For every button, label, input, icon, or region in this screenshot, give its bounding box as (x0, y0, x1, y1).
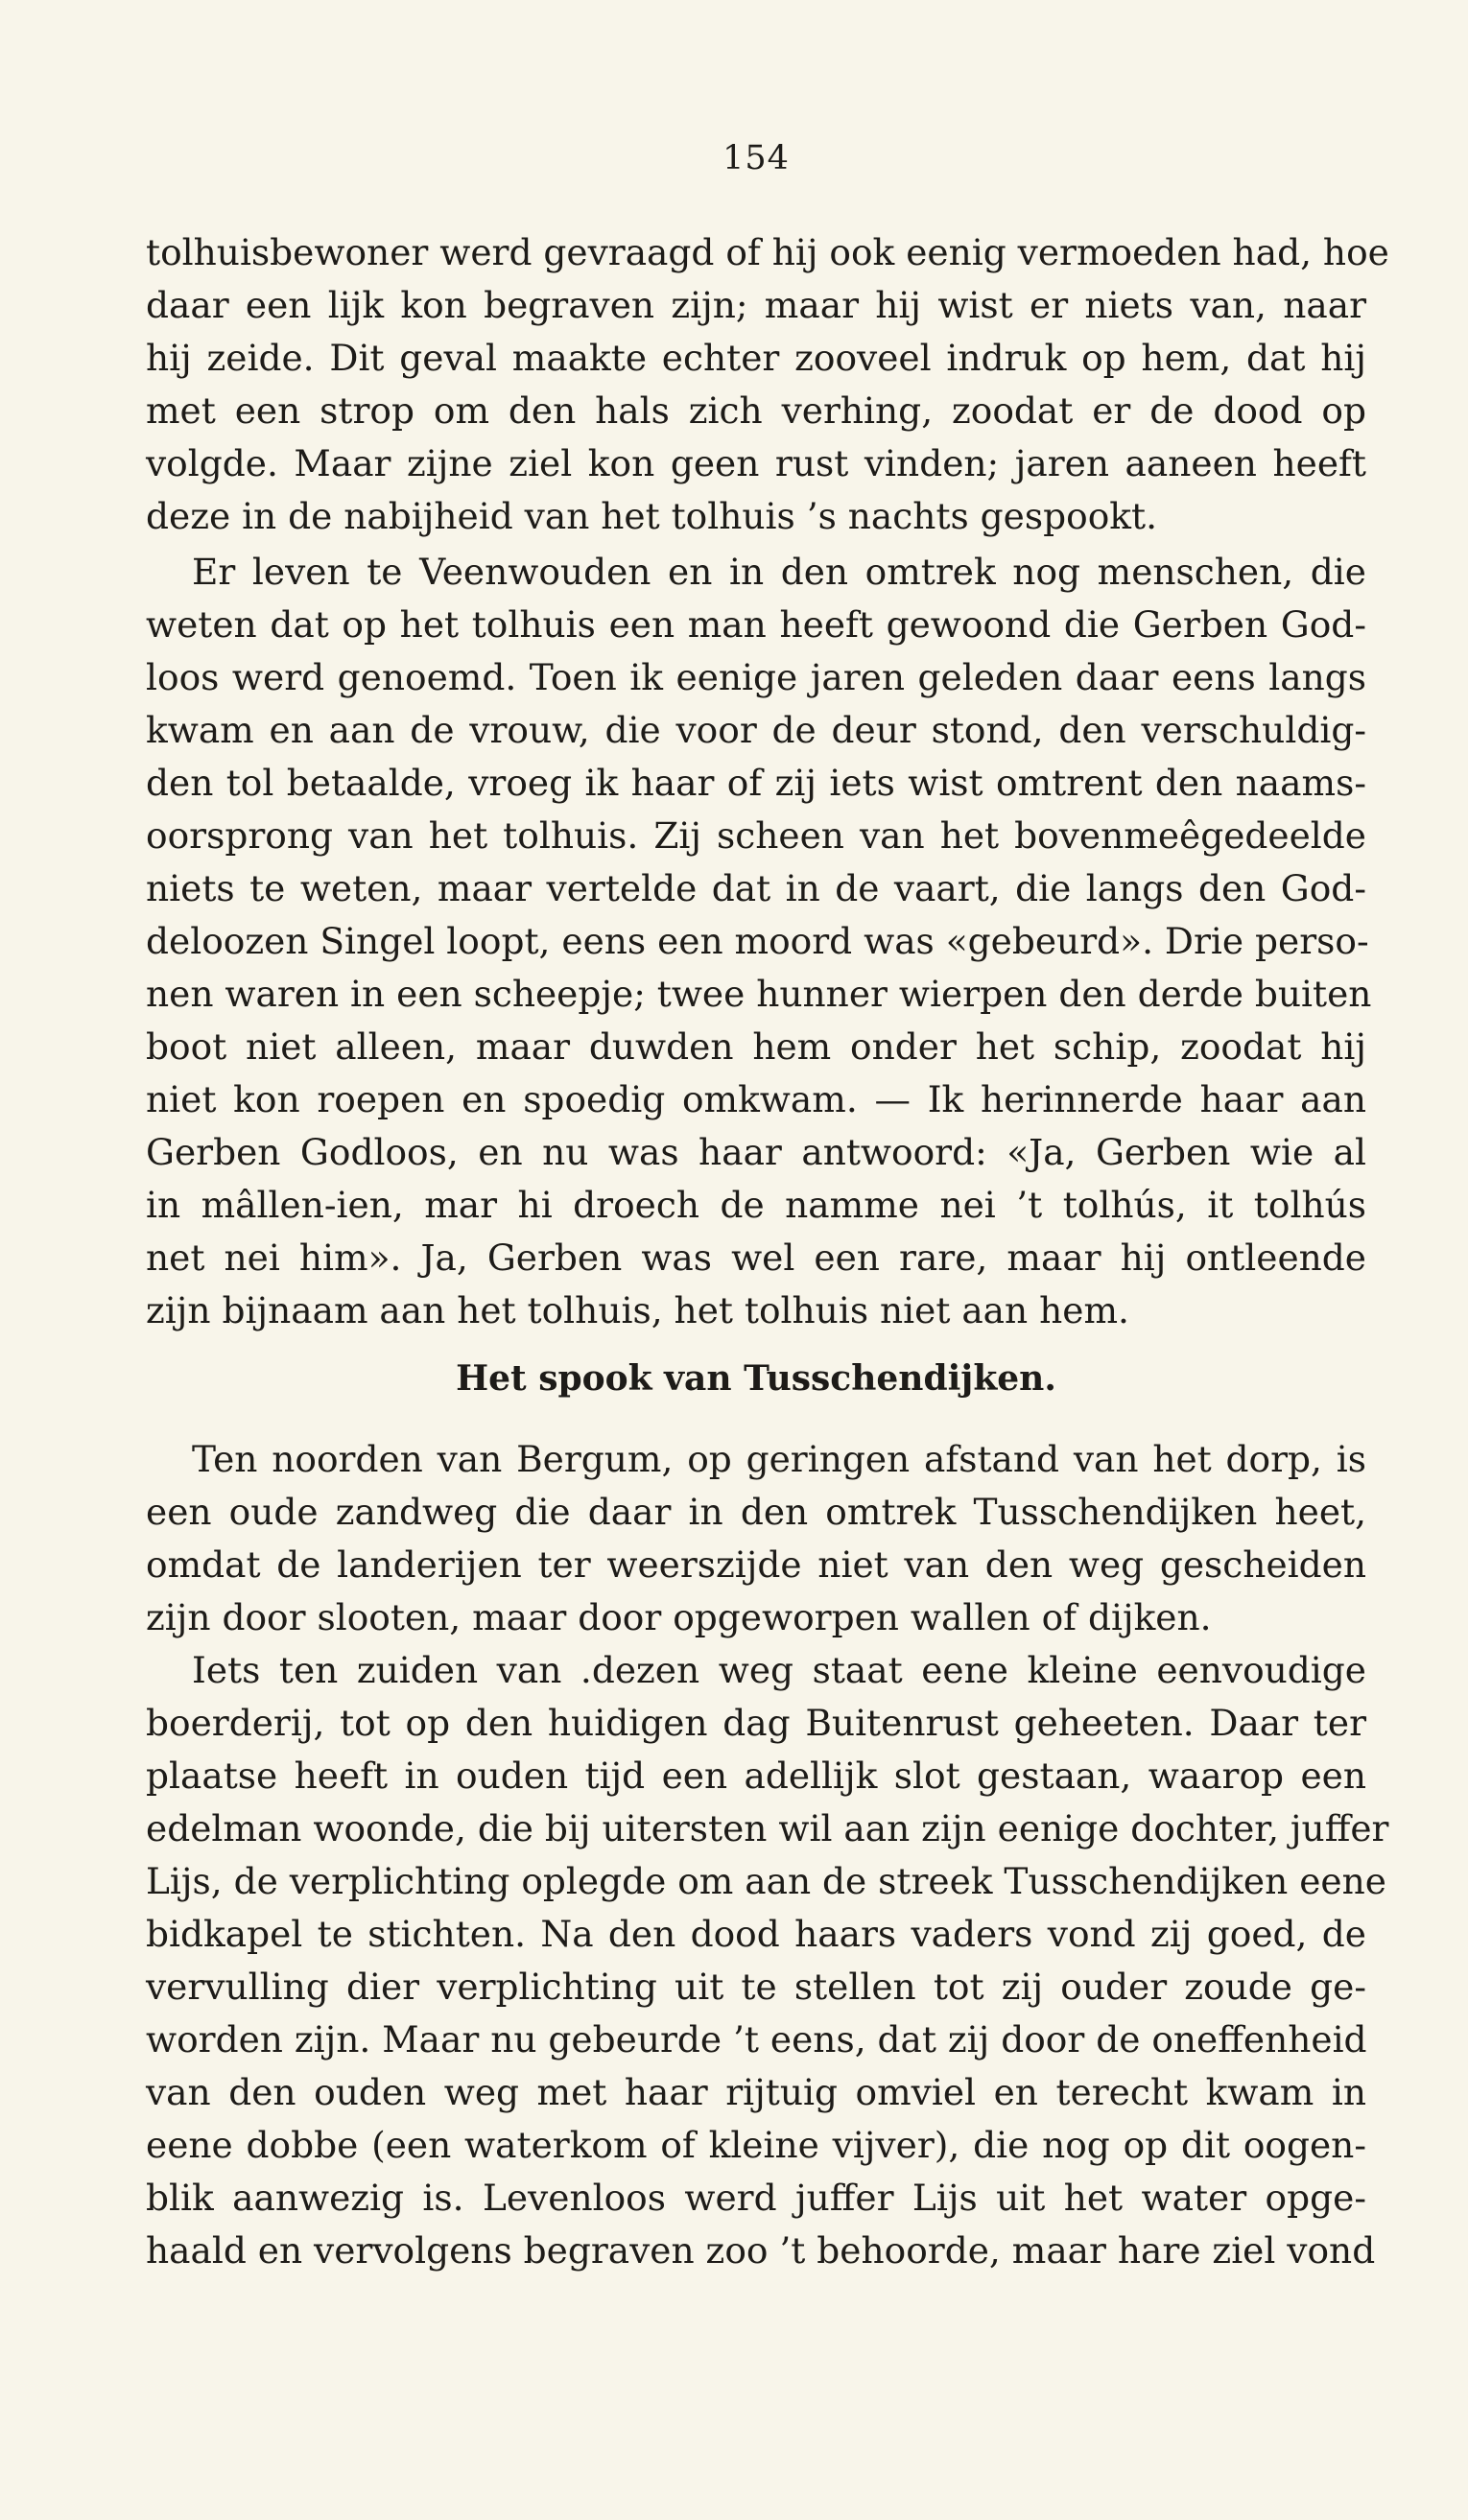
text-line: Lijs, de verplichting oplegde om aan de streek Tusschendijken eene (146, 1860, 1386, 1902)
text-line: worden zijn. Maar nu gebeurde ’t eens, dat zij door de oneffenheid (146, 2018, 1367, 2061)
text-line: bidkapel te stichten. Na den dood haars vaders vond zij goed, de (146, 1913, 1366, 1955)
text-line: net nei him». Ja, Gerben was wel een rare, maar hij ontleende (146, 1236, 1366, 1279)
text-line: daar een lijk kon begraven zijn; maar hij wist er niets van, naar (146, 284, 1366, 326)
text-line: nen waren in een scheepje; twee hunner wierpen den derde buiten (146, 973, 1372, 1015)
text-line: kwam en aan de vrouw, die voor de deur stond, den verschuldig- (146, 709, 1366, 751)
text-line: zijn door slooten, maar door opgeworpen wallen of dijken. (146, 1596, 1212, 1638)
text-line: Gerben Godloos, en nu was haar antwoord: «Ja, Gerben wie al (146, 1131, 1366, 1173)
text-line: hij zeide. Dit geval maakte echter zooveel indruk op hem, dat hij (146, 337, 1366, 379)
text-line: een oude zandweg die daar in den omtrek Tusschendijken heet, (146, 1491, 1366, 1533)
text-line: Iets ten zuiden van .dezen weg staat eene kleine eenvoudige (192, 1649, 1366, 1691)
section-heading: Het spook van Tusschendijken. (456, 1358, 1056, 1399)
text-line: Er leven te Veenwouden en in den omtrek nog menschen, die (192, 551, 1366, 593)
text-line: van den ouden weg met haar rijtuig omviel en terecht kwam in (146, 2071, 1366, 2113)
text-line: zijn bijnaam aan het tolhuis, het tolhuis niet aan hem. (146, 1289, 1129, 1331)
text-line: deloozen Singel loopt, eens een moord was «gebeurd». Drie perso- (146, 920, 1369, 962)
text-line: boot niet alleen, maar duwden hem onder het schip, zoodat hij (146, 1025, 1366, 1068)
text-line: tolhuisbewoner werd gevraagd of hij ook eenig vermoeden had, hoe (146, 231, 1389, 273)
text-line: blik aanwezig is. Levenloos werd juffer Lijs uit het water opge- (146, 2177, 1366, 2219)
text-line: deze in de nabijheid van het tolhuis ’s nachts gespookt. (146, 495, 1157, 537)
text-line: met een strop om den hals zich verhing, zoodat er de dood op (146, 389, 1366, 432)
text-line: niets te weten, maar vertelde dat in de vaart, die langs den God- (146, 867, 1366, 909)
text-line: niet kon roepen en spoedig omkwam. — Ik herinnerde haar aan (146, 1078, 1366, 1120)
text-line: boerderij, tot op den huidigen dag Buitenrust geheeten. Daar ter (146, 1702, 1366, 1744)
text-line: edelman woonde, die bij uitersten wil aan zijn eenige dochter, juffer (146, 1807, 1389, 1849)
text-line: loos werd genoemd. Toen ik eenige jaren geleden daar eens langs (146, 656, 1366, 698)
text-line: oorsprong van het tolhuis. Zij scheen van het bovenmeêgedeelde (146, 814, 1366, 857)
text-line: weten dat op het tolhuis een man heeft gewoond die Gerben God- (146, 603, 1366, 646)
page-number: 154 (722, 139, 790, 177)
text-line: haald en vervolgens begraven zoo ’t behoorde, maar hare ziel vond (146, 2229, 1376, 2272)
text-line: volgde. Maar zijne ziel kon geen rust vinden; jaren aaneen heeft (146, 442, 1366, 484)
text-line: omdat de landerijen ter weerszijde niet van den weg gescheiden (146, 1543, 1366, 1586)
text-line: in mâllen-ien, mar hi droech de namme nei ’t tolhús, it tolhús (146, 1184, 1366, 1226)
text-line: Ten noorden van Bergum, op geringen afstand van het dorp, is (192, 1438, 1366, 1480)
text-line: plaatse heeft in ouden tijd een adellijk slot gestaan, waarop een (146, 1755, 1366, 1797)
text-line: den tol betaalde, vroeg ik haar of zij iets wist omtrent den naams- (146, 762, 1366, 804)
text-line: vervulling dier verplichting uit te stellen tot zij ouder zoude ge- (146, 1966, 1366, 2008)
text-line: eene dobbe (een waterkom of kleine vijver), die nog op dit oogen- (146, 2124, 1366, 2166)
